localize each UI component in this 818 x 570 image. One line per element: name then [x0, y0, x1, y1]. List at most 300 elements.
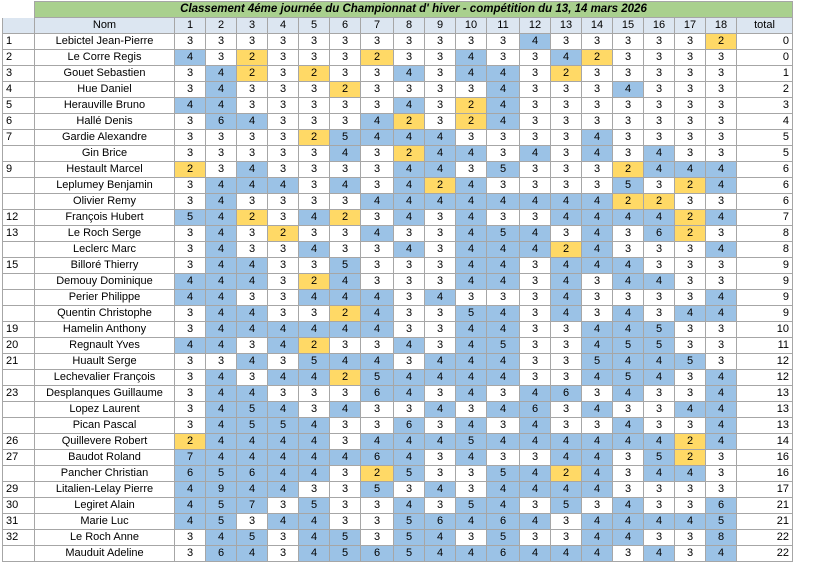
- rank-cell: 30: [3, 498, 35, 514]
- table-row: [3, 274, 793, 290]
- player-name-cell: Le Corre Regis: [35, 50, 175, 66]
- score-cell-hole-13: 5: [551, 498, 582, 514]
- score-cell-hole-17: 3: [675, 130, 706, 146]
- score-cell-hole-4: 3: [268, 146, 299, 162]
- score-cell-hole-10: 4: [456, 274, 487, 290]
- score-cell-hole-5: 4: [299, 530, 330, 546]
- score-cell-hole-7: 3: [361, 514, 394, 530]
- score-cell-hole-2: 4: [206, 290, 237, 306]
- score-cell-hole-2: 4: [206, 338, 237, 354]
- score-cell-hole-11: 4: [487, 306, 520, 322]
- score-cell-hole-8: 4: [394, 434, 425, 450]
- score-cell-hole-11: 6: [487, 546, 520, 562]
- score-cell-hole-5: 4: [299, 290, 330, 306]
- score-cell-hole-7: 2: [361, 466, 394, 482]
- score-cell-hole-2: 4: [206, 450, 237, 466]
- score-cell-hole-6: 3: [330, 482, 361, 498]
- score-cell-hole-15: 4: [613, 514, 644, 530]
- score-cell-hole-17: 3: [675, 34, 706, 50]
- rank-cell: [3, 466, 35, 482]
- score-cell-hole-2: 4: [206, 370, 237, 386]
- score-cell-hole-8: 4: [394, 194, 425, 210]
- score-cell-hole-9: 3: [425, 306, 456, 322]
- score-cell-hole-5: 3: [299, 146, 330, 162]
- score-cell-hole-14: 4: [582, 466, 613, 482]
- score-cell-hole-18: 4: [706, 386, 737, 402]
- score-cell-hole-4: 3: [268, 306, 299, 322]
- score-cell-hole-8: 3: [394, 482, 425, 498]
- score-cell-hole-4: 3: [268, 98, 299, 114]
- title-row: [3, 2, 793, 18]
- score-cell-hole-2: 4: [206, 226, 237, 242]
- header-hole-11: 11: [487, 18, 520, 34]
- score-cell-hole-2: 3: [206, 162, 237, 178]
- score-cell-hole-4: 4: [268, 514, 299, 530]
- score-cell-hole-1: 7: [175, 450, 206, 466]
- score-cell-hole-6: 3: [330, 418, 361, 434]
- score-cell-hole-1: 3: [175, 386, 206, 402]
- player-name-cell: Leclerc Marc: [35, 242, 175, 258]
- score-cell-hole-6: 3: [330, 98, 361, 114]
- score-cell-hole-11: 4: [487, 274, 520, 290]
- table-row: [3, 450, 793, 466]
- score-cell-hole-10: 4: [456, 546, 487, 562]
- score-cell-hole-14: 4: [582, 338, 613, 354]
- score-cell-hole-2: 4: [206, 258, 237, 274]
- score-cell-hole-15: 4: [613, 434, 644, 450]
- score-cell-hole-6: 4: [330, 146, 361, 162]
- score-cell-hole-16: 5: [644, 450, 675, 466]
- score-cell-hole-5: 3: [299, 178, 330, 194]
- score-cell-hole-14: 3: [582, 82, 613, 98]
- header-hole-10: 10: [456, 18, 487, 34]
- score-cell-hole-8: 4: [394, 242, 425, 258]
- score-cell-hole-5: 4: [299, 370, 330, 386]
- total-cell: 5: [737, 146, 793, 162]
- header-hole-17: 17: [675, 18, 706, 34]
- score-cell-hole-11: 4: [487, 498, 520, 514]
- rank-cell: 21: [3, 354, 35, 370]
- score-cell-hole-16: 3: [644, 418, 675, 434]
- score-cell-hole-5: 5: [299, 354, 330, 370]
- score-cell-hole-17: 3: [675, 322, 706, 338]
- score-cell-hole-1: 3: [175, 194, 206, 210]
- score-cell-hole-9: 3: [425, 82, 456, 98]
- score-cell-hole-18: 4: [706, 546, 737, 562]
- score-cell-hole-9: 3: [425, 386, 456, 402]
- table-row: [3, 178, 793, 194]
- score-cell-hole-6: 3: [330, 514, 361, 530]
- score-cell-hole-18: 8: [706, 530, 737, 546]
- score-cell-hole-17: 3: [675, 242, 706, 258]
- score-cell-hole-15: 4: [613, 354, 644, 370]
- sheet-title: Classement 4éme journée du Championnat d' hiver - compétition du 13, 14 mars 2026: [35, 2, 793, 18]
- score-cell-hole-10: 3: [456, 162, 487, 178]
- score-cell-hole-6: 4: [330, 274, 361, 290]
- score-cell-hole-16: 4: [644, 162, 675, 178]
- score-cell-hole-12: 3: [520, 290, 551, 306]
- score-cell-hole-11: 3: [487, 130, 520, 146]
- score-cell-hole-11: 5: [487, 338, 520, 354]
- score-cell-hole-9: 3: [425, 50, 456, 66]
- total-cell: 21: [737, 498, 793, 514]
- score-cell-hole-8: 4: [394, 210, 425, 226]
- score-cell-hole-4: 4: [268, 402, 299, 418]
- score-cell-hole-11: 4: [487, 258, 520, 274]
- score-cell-hole-13: 3: [551, 82, 582, 98]
- score-cell-hole-9: 3: [425, 274, 456, 290]
- score-cell-hole-2: 4: [206, 194, 237, 210]
- score-cell-hole-16: 3: [644, 114, 675, 130]
- rank-cell: [3, 290, 35, 306]
- score-cell-hole-15: 3: [613, 402, 644, 418]
- score-cell-hole-7: 4: [361, 434, 394, 450]
- score-cell-hole-13: 3: [551, 114, 582, 130]
- total-cell: 7: [737, 210, 793, 226]
- table-row: [3, 434, 793, 450]
- score-cell-hole-2: 4: [206, 66, 237, 82]
- score-cell-hole-7: 3: [361, 178, 394, 194]
- header-hole-16: 16: [644, 18, 675, 34]
- score-cell-hole-2: 4: [206, 402, 237, 418]
- score-cell-hole-18: 4: [706, 434, 737, 450]
- score-cell-hole-5: 3: [299, 226, 330, 242]
- score-cell-hole-16: 4: [644, 434, 675, 450]
- score-cell-hole-15: 4: [613, 322, 644, 338]
- score-cell-hole-18: 3: [706, 258, 737, 274]
- table-row: [3, 210, 793, 226]
- score-cell-hole-17: 3: [675, 114, 706, 130]
- score-cell-hole-1: 4: [175, 338, 206, 354]
- score-cell-hole-5: 3: [299, 114, 330, 130]
- score-cell-hole-10: 2: [456, 114, 487, 130]
- score-cell-hole-16: 3: [644, 82, 675, 98]
- player-name-cell: Le Roch Serge: [35, 226, 175, 242]
- score-cell-hole-4: 5: [268, 418, 299, 434]
- score-cell-hole-9: 4: [425, 370, 456, 386]
- header-rank-cell: [3, 18, 35, 34]
- header-hole-8: 8: [394, 18, 425, 34]
- header-hole-13: 13: [551, 18, 582, 34]
- score-cell-hole-12: 4: [520, 514, 551, 530]
- score-cell-hole-11: 4: [487, 114, 520, 130]
- score-cell-hole-8: 3: [394, 354, 425, 370]
- score-cell-hole-14: 4: [582, 242, 613, 258]
- total-cell: 13: [737, 386, 793, 402]
- score-cell-hole-4: 3: [268, 66, 299, 82]
- score-cell-hole-3: 3: [237, 130, 268, 146]
- score-cell-hole-14: 3: [582, 178, 613, 194]
- score-cell-hole-1: 3: [175, 370, 206, 386]
- score-cell-hole-6: 3: [330, 386, 361, 402]
- score-cell-hole-16: 4: [644, 370, 675, 386]
- score-cell-hole-6: 5: [330, 530, 361, 546]
- score-cell-hole-2: 4: [206, 418, 237, 434]
- score-cell-hole-5: 4: [299, 450, 330, 466]
- score-cell-hole-3: 3: [237, 242, 268, 258]
- score-cell-hole-11: 4: [487, 402, 520, 418]
- rank-cell: 5: [3, 98, 35, 114]
- player-name-cell: Olivier Remy: [35, 194, 175, 210]
- score-cell-hole-16: 3: [644, 482, 675, 498]
- rank-cell: [3, 306, 35, 322]
- rank-cell: 27: [3, 450, 35, 466]
- rank-cell: [3, 370, 35, 386]
- score-cell-hole-10: 3: [456, 290, 487, 306]
- score-cell-hole-5: 3: [299, 98, 330, 114]
- table-row: [3, 370, 793, 386]
- player-name-cell: Perier Philippe: [35, 290, 175, 306]
- score-cell-hole-13: 4: [551, 482, 582, 498]
- total-cell: 22: [737, 546, 793, 562]
- score-cell-hole-15: 4: [613, 274, 644, 290]
- score-cell-hole-16: 4: [644, 210, 675, 226]
- score-cell-hole-14: 4: [582, 546, 613, 562]
- score-cell-hole-17: 3: [675, 386, 706, 402]
- score-cell-hole-9: 6: [425, 514, 456, 530]
- score-cell-hole-10: 4: [456, 338, 487, 354]
- score-cell-hole-11: 3: [487, 210, 520, 226]
- rank-cell: 3: [3, 66, 35, 82]
- header-hole-5: 5: [299, 18, 330, 34]
- rank-cell: 15: [3, 258, 35, 274]
- score-cell-hole-11: 4: [487, 82, 520, 98]
- player-name-cell: Pican Pascal: [35, 418, 175, 434]
- score-cell-hole-11: 6: [487, 514, 520, 530]
- score-cell-hole-17: 2: [675, 450, 706, 466]
- table-row: [3, 530, 793, 546]
- score-cell-hole-10: 4: [456, 242, 487, 258]
- score-cell-hole-14: 4: [582, 482, 613, 498]
- score-cell-hole-14: 3: [582, 34, 613, 50]
- score-cell-hole-10: 2: [456, 98, 487, 114]
- score-cell-hole-5: 2: [299, 338, 330, 354]
- score-cell-hole-6: 3: [330, 338, 361, 354]
- ranking-table: [2, 1, 793, 562]
- score-cell-hole-4: 3: [268, 258, 299, 274]
- score-cell-hole-6: 3: [330, 226, 361, 242]
- score-cell-hole-3: 3: [237, 514, 268, 530]
- score-cell-hole-2: 4: [206, 322, 237, 338]
- rank-cell: 1: [3, 34, 35, 50]
- rank-cell: 19: [3, 322, 35, 338]
- score-cell-hole-10: 4: [456, 194, 487, 210]
- score-cell-hole-9: 2: [425, 178, 456, 194]
- score-cell-hole-9: 3: [425, 498, 456, 514]
- score-cell-hole-4: 3: [268, 386, 299, 402]
- player-name-cell: Gouet Sebastien: [35, 66, 175, 82]
- score-cell-hole-1: 4: [175, 50, 206, 66]
- score-cell-hole-5: 3: [299, 34, 330, 50]
- score-cell-hole-8: 3: [394, 402, 425, 418]
- score-cell-hole-1: 4: [175, 290, 206, 306]
- header-hole-12: 12: [520, 18, 551, 34]
- player-name-cell: Quillevere Robert: [35, 434, 175, 450]
- score-cell-hole-3: 4: [237, 258, 268, 274]
- score-cell-hole-1: 3: [175, 114, 206, 130]
- total-cell: 16: [737, 450, 793, 466]
- total-cell: 10: [737, 322, 793, 338]
- score-cell-hole-3: 4: [237, 386, 268, 402]
- score-cell-hole-3: 3: [237, 370, 268, 386]
- score-cell-hole-14: 2: [582, 50, 613, 66]
- table-row: [3, 322, 793, 338]
- score-cell-hole-12: 4: [520, 466, 551, 482]
- score-cell-hole-9: 3: [425, 66, 456, 82]
- header-hole-3: 3: [237, 18, 268, 34]
- score-cell-hole-11: 4: [487, 242, 520, 258]
- score-cell-hole-12: 4: [520, 546, 551, 562]
- header-hole-4: 4: [268, 18, 299, 34]
- score-cell-hole-13: 3: [551, 162, 582, 178]
- score-cell-hole-8: 4: [394, 370, 425, 386]
- score-cell-hole-15: 3: [613, 34, 644, 50]
- score-cell-hole-12: 4: [520, 226, 551, 242]
- score-cell-hole-1: 3: [175, 402, 206, 418]
- score-cell-hole-1: 4: [175, 98, 206, 114]
- score-cell-hole-9: 4: [425, 194, 456, 210]
- rank-cell: 4: [3, 82, 35, 98]
- player-name-cell: Leplumey Benjamin: [35, 178, 175, 194]
- score-cell-hole-3: 7: [237, 498, 268, 514]
- score-cell-hole-3: 4: [237, 306, 268, 322]
- total-cell: 9: [737, 290, 793, 306]
- score-cell-hole-5: 2: [299, 274, 330, 290]
- score-cell-hole-8: 3: [394, 34, 425, 50]
- rank-cell: [3, 194, 35, 210]
- table-row: [3, 338, 793, 354]
- score-cell-hole-5: 4: [299, 418, 330, 434]
- score-cell-hole-4: 4: [268, 466, 299, 482]
- score-cell-hole-3: 3: [237, 82, 268, 98]
- score-cell-hole-8: 4: [394, 450, 425, 466]
- score-cell-hole-9: 4: [425, 482, 456, 498]
- score-cell-hole-1: 4: [175, 482, 206, 498]
- score-cell-hole-9: 3: [425, 450, 456, 466]
- score-cell-hole-16: 3: [644, 130, 675, 146]
- rank-cell: 13: [3, 226, 35, 242]
- score-cell-hole-16: 6: [644, 226, 675, 242]
- score-cell-hole-13: 3: [551, 34, 582, 50]
- rank-cell: 6: [3, 114, 35, 130]
- score-cell-hole-10: 4: [456, 418, 487, 434]
- score-cell-hole-11: 4: [487, 370, 520, 386]
- score-cell-hole-1: 3: [175, 146, 206, 162]
- score-cell-hole-18: 4: [706, 418, 737, 434]
- table-row: [3, 402, 793, 418]
- score-cell-hole-16: 5: [644, 322, 675, 338]
- score-cell-hole-13: 3: [551, 98, 582, 114]
- table-row: [3, 114, 793, 130]
- score-cell-hole-18: 3: [706, 466, 737, 482]
- rank-cell: 7: [3, 130, 35, 146]
- score-cell-hole-10: 4: [456, 322, 487, 338]
- score-cell-hole-9: 3: [425, 210, 456, 226]
- score-cell-hole-7: 6: [361, 546, 394, 562]
- score-cell-hole-5: 2: [299, 66, 330, 82]
- score-cell-hole-4: 3: [268, 546, 299, 562]
- score-cell-hole-5: 5: [299, 498, 330, 514]
- score-cell-hole-14: 3: [582, 306, 613, 322]
- score-cell-hole-12: 3: [520, 98, 551, 114]
- score-cell-hole-8: 5: [394, 530, 425, 546]
- score-cell-hole-5: 3: [299, 194, 330, 210]
- score-cell-hole-15: 3: [613, 450, 644, 466]
- score-cell-hole-15: 3: [613, 50, 644, 66]
- table-row: [3, 482, 793, 498]
- score-cell-hole-7: 3: [361, 162, 394, 178]
- score-cell-hole-1: 2: [175, 162, 206, 178]
- score-cell-hole-5: 4: [299, 242, 330, 258]
- table-row: [3, 258, 793, 274]
- score-cell-hole-7: 5: [361, 370, 394, 386]
- score-cell-hole-13: 3: [551, 514, 582, 530]
- score-cell-hole-2: 4: [206, 98, 237, 114]
- score-cell-hole-13: 4: [551, 194, 582, 210]
- score-cell-hole-17: 4: [675, 402, 706, 418]
- score-cell-hole-4: 4: [268, 338, 299, 354]
- score-cell-hole-7: 6: [361, 450, 394, 466]
- score-cell-hole-4: 3: [268, 194, 299, 210]
- table-row: [3, 194, 793, 210]
- score-cell-hole-12: 3: [520, 274, 551, 290]
- score-cell-hole-17: 3: [675, 482, 706, 498]
- score-cell-hole-17: 2: [675, 178, 706, 194]
- score-cell-hole-13: 4: [551, 290, 582, 306]
- score-cell-hole-13: 2: [551, 242, 582, 258]
- score-cell-hole-4: 4: [268, 450, 299, 466]
- score-cell-hole-10: 3: [456, 530, 487, 546]
- header-hole-7: 7: [361, 18, 394, 34]
- rank-cell: [3, 274, 35, 290]
- score-cell-hole-7: 3: [361, 82, 394, 98]
- total-cell: 9: [737, 258, 793, 274]
- score-cell-hole-15: 3: [613, 466, 644, 482]
- score-cell-hole-9: 3: [425, 322, 456, 338]
- score-cell-hole-14: 4: [582, 258, 613, 274]
- score-cell-hole-8: 5: [394, 514, 425, 530]
- score-cell-hole-6: 3: [330, 114, 361, 130]
- rank-cell: 9: [3, 162, 35, 178]
- total-cell: 3: [737, 98, 793, 114]
- score-cell-hole-1: 3: [175, 242, 206, 258]
- score-cell-hole-12: 3: [520, 162, 551, 178]
- score-cell-hole-7: 3: [361, 530, 394, 546]
- score-cell-hole-12: 3: [520, 50, 551, 66]
- score-cell-hole-12: 3: [520, 450, 551, 466]
- score-cell-hole-16: 4: [644, 466, 675, 482]
- score-cell-hole-15: 4: [613, 306, 644, 322]
- score-cell-hole-17: 4: [675, 514, 706, 530]
- score-cell-hole-9: 3: [425, 466, 456, 482]
- table-row: [3, 146, 793, 162]
- score-cell-hole-17: 3: [675, 338, 706, 354]
- score-cell-hole-9: 3: [425, 258, 456, 274]
- score-cell-hole-2: 3: [206, 354, 237, 370]
- score-cell-hole-18: 3: [706, 50, 737, 66]
- player-name-cell: Hestault Marcel: [35, 162, 175, 178]
- score-cell-hole-1: 3: [175, 354, 206, 370]
- score-cell-hole-15: 4: [613, 82, 644, 98]
- score-cell-hole-16: 3: [644, 178, 675, 194]
- score-cell-hole-16: 3: [644, 290, 675, 306]
- score-cell-hole-4: 4: [268, 370, 299, 386]
- score-cell-hole-7: 2: [361, 50, 394, 66]
- total-cell: 8: [737, 242, 793, 258]
- score-cell-hole-15: 2: [613, 194, 644, 210]
- player-name-cell: François Hubert: [35, 210, 175, 226]
- score-cell-hole-1: 3: [175, 530, 206, 546]
